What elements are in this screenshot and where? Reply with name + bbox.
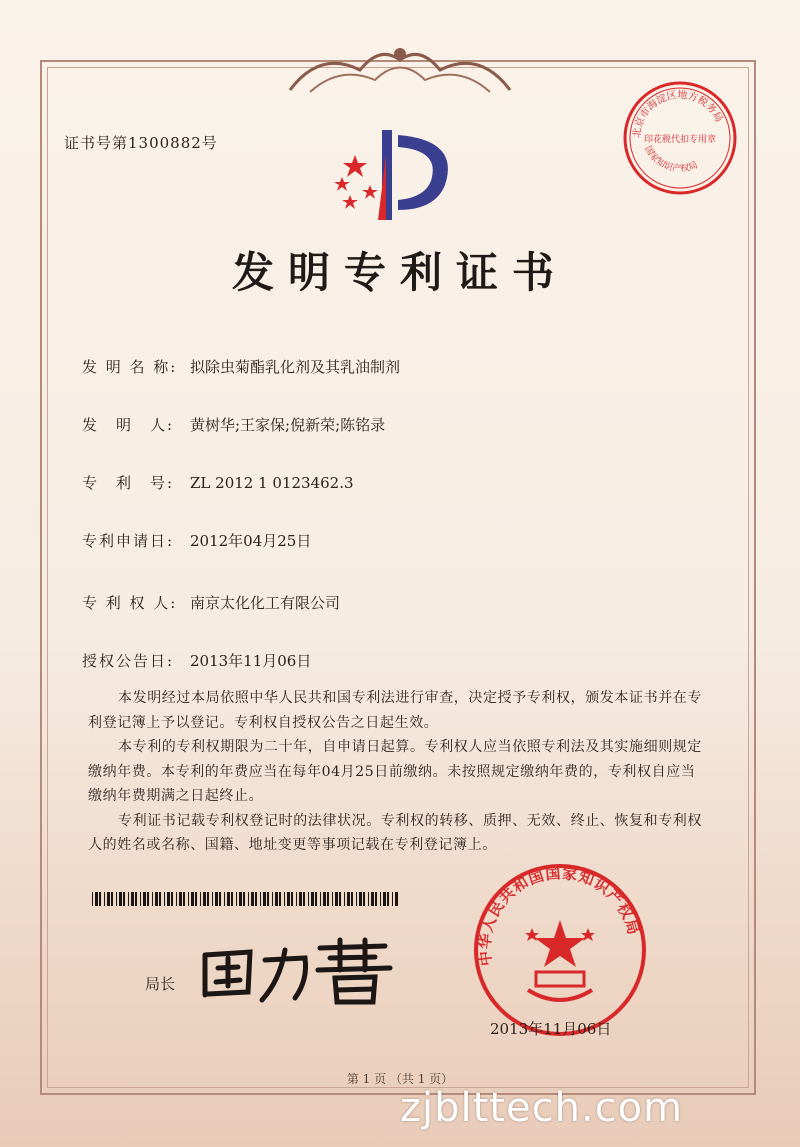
field-label: 授权公告日: bbox=[82, 652, 175, 670]
body-text bbox=[88, 686, 708, 858]
page-title: 发明专利证书 bbox=[231, 248, 568, 297]
field-grant-date bbox=[82, 650, 311, 671]
field-value: 南京太化化工有限公司 bbox=[190, 594, 341, 612]
field-inventors bbox=[82, 414, 385, 435]
tax-seal-bottom: 国家知识产权局 bbox=[642, 144, 700, 175]
svg-text:国家知识产权局 bbox=[642, 144, 699, 174]
seal-date: 2013年11月06日 bbox=[490, 1020, 612, 1038]
director-signature bbox=[190, 930, 400, 1010]
state-ip-office-seal bbox=[470, 860, 650, 1040]
signature-label: 局长 bbox=[145, 975, 176, 993]
top-ornament bbox=[280, 40, 520, 100]
field-value: 拟除虫菊酯乳化剂及其乳油制剂 bbox=[190, 358, 401, 376]
body-paragraph-1: 本发明经过本局依照中华人民共和国专利法进行审查，决定授予专利权，颁发本证书并在专利登记簿上予以登记。专利权自授权公告之日起生效。 bbox=[88, 690, 702, 731]
body-paragraph-2: 本专利的专利权期限为二十年，自申请日起算。专利权人应当依照专利法及其实施细则规定缴纳年费。本专利的年费应当在每年04月25日前缴纳。未按照规定缴纳年费的，专利权自应当缴纳年费期满之日起终止。 bbox=[88, 739, 702, 804]
field-value: 2012年04月25日 bbox=[190, 532, 312, 550]
field-label: 专 利 权 人: bbox=[82, 594, 178, 612]
field-value: ZL 2012 1 0123462.3 bbox=[190, 474, 354, 492]
site-watermark: zjblttech.com bbox=[400, 1085, 684, 1131]
field-label: 专 利 号: bbox=[82, 474, 175, 492]
field-value: 2013年11月06日 bbox=[190, 652, 312, 670]
field-patent-number bbox=[82, 472, 354, 493]
seal-main-text: 中华人民共和国国家知识产权局 bbox=[475, 864, 643, 967]
field-invention-name bbox=[82, 356, 400, 377]
certificate-number: 证书号第1300882号 bbox=[64, 134, 218, 152]
tax-seal bbox=[620, 78, 740, 198]
field-patentee bbox=[82, 592, 340, 613]
tax-seal-inner: 印花税代扣专用章 bbox=[643, 135, 717, 145]
field-label: 专利申请日: bbox=[82, 532, 175, 550]
tax-seal-text: 北京市海淀区地方税务局 bbox=[631, 89, 725, 139]
body-paragraph-3: 专利证书记载专利权登记时的法律状况。专利权的转移、质押、无效、终止、恢复和专利权人的姓名或名称、国籍、地址变更等事项记载在专利登记簿上。 bbox=[88, 812, 702, 853]
patent-office-logo bbox=[320, 115, 480, 230]
page-footer: 第 1 页 （共 1 页） bbox=[346, 1072, 454, 1086]
field-application-date bbox=[82, 530, 311, 551]
barcode bbox=[92, 892, 398, 906]
field-label: 发 明 名 称: bbox=[82, 358, 178, 376]
field-label: 发 明 人: bbox=[82, 416, 175, 434]
field-value: 黄树华;王家保;倪新荣;陈铭录 bbox=[190, 416, 386, 434]
